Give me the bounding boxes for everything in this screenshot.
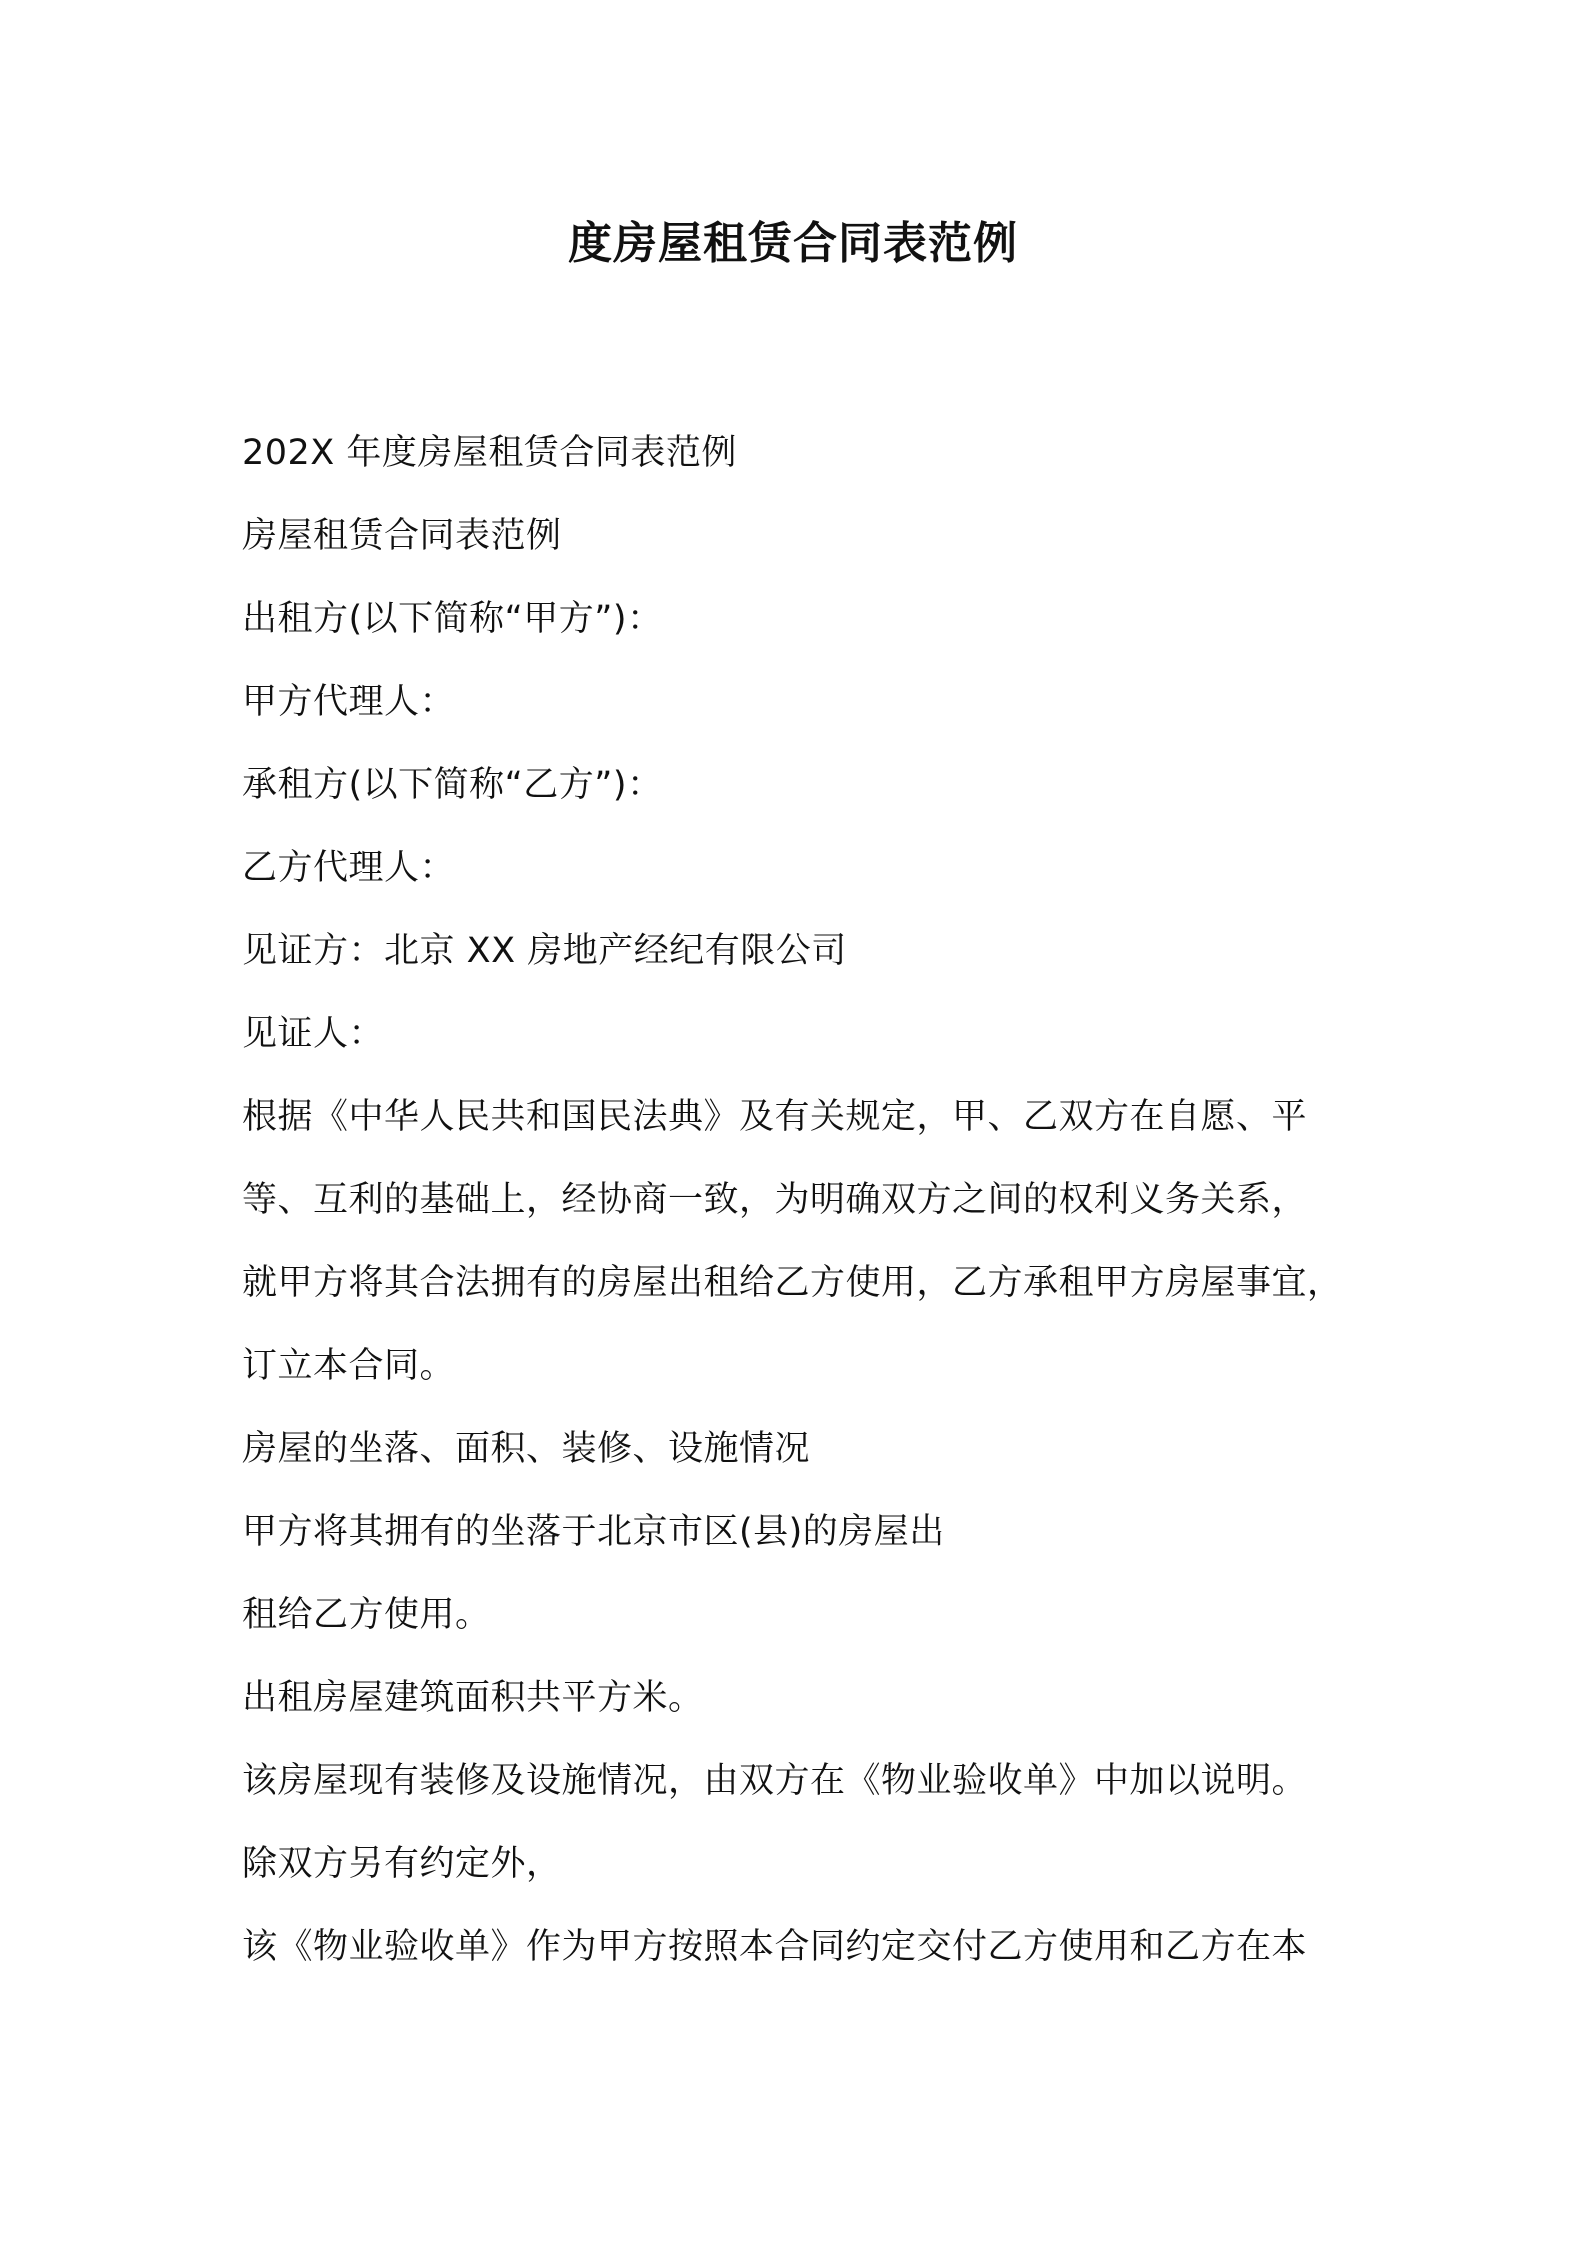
text-line-area: 出租房屋建筑面积共平方米。 <box>242 1678 704 1718</box>
text-line-location-1: 甲方将其拥有的坐落于北京市区(县)的房屋出 <box>242 1512 945 1552</box>
text-line-preamble-1: 根据《中华人民共和国民法典》及有关规定，甲、乙双方在自愿、平 <box>242 1097 1308 1137</box>
text-line-year-title: 202X 年度房屋租赁合同表范例 <box>242 433 737 473</box>
text-line-preamble-2: 等、互利的基础上，经协商一致，为明确双方之间的权利义务关系， <box>242 1180 1308 1220</box>
document-title: 度房屋租赁合同表范例 <box>568 218 1018 269</box>
text-line-section-heading: 房屋的坐落、面积、装修、设施情况 <box>242 1429 811 1469</box>
text-line-acceptance: 该《物业验收单》作为甲方按照本合同约定交付乙方使用和乙方在本 <box>242 1927 1308 1967</box>
text-line-lessor: 出租方(以下简称“甲方”)： <box>242 599 663 639</box>
text-line-witness: 见证人： <box>242 1014 385 1054</box>
text-line-lessor-agent: 甲方代理人： <box>242 682 456 722</box>
text-line-witness-party: 见证方：北京 XX 房地产经纪有限公司 <box>242 931 847 971</box>
text-line-preamble-4: 订立本合同。 <box>242 1346 456 1386</box>
text-line-location-2: 租给乙方使用。 <box>242 1595 491 1635</box>
text-line-lessee-agent: 乙方代理人： <box>242 848 456 888</box>
text-line-lessee: 承租方(以下简称“乙方”)： <box>242 765 663 805</box>
document-body <box>242 412 1382 1989</box>
text-line-exception: 除双方另有约定外， <box>242 1844 562 1884</box>
text-line-decoration: 该房屋现有装修及设施情况，由双方在《物业验收单》中加以说明。 <box>242 1761 1308 1801</box>
text-line-preamble-3: 就甲方将其合法拥有的房屋出租给乙方使用，乙方承租甲方房屋事宜， <box>242 1263 1343 1303</box>
text-line-subtitle: 房屋租赁合同表范例 <box>242 516 562 556</box>
